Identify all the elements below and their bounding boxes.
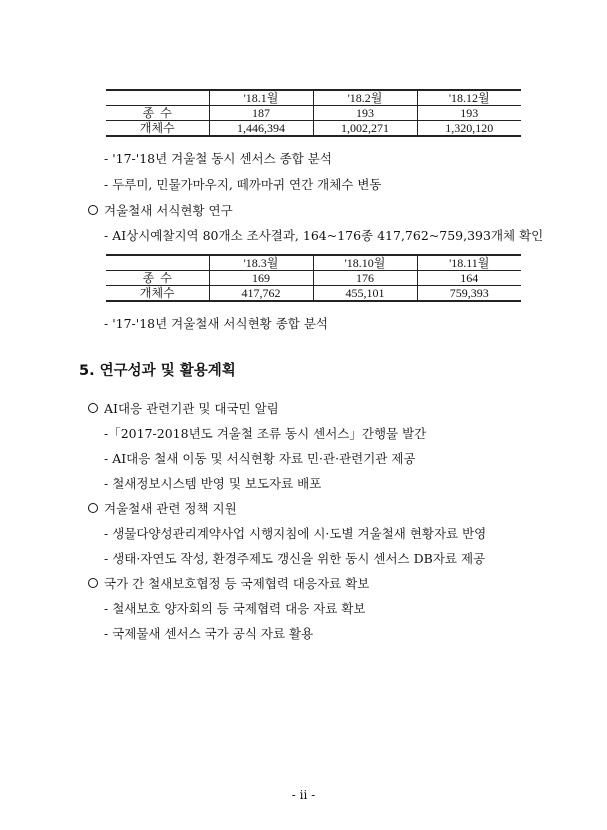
list-item xyxy=(88,501,237,517)
table-cell: 176 xyxy=(313,271,417,286)
table-header-row xyxy=(106,255,521,271)
table-cell: 193 xyxy=(417,106,521,121)
table-cell: 455,101 xyxy=(313,286,417,302)
table-cell: 1,320,120 xyxy=(417,121,521,137)
table-header-cell: '18.1월 xyxy=(209,90,313,106)
table-cell: 1,446,394 xyxy=(209,121,313,137)
circle-bullet-icon xyxy=(88,578,98,588)
table-cell xyxy=(106,255,209,271)
table-row xyxy=(106,106,521,121)
table-cell xyxy=(106,90,209,106)
table-cell: 193 xyxy=(313,106,417,121)
row-label: 개체수 xyxy=(106,286,209,302)
list-item: - '17-'18년 겨울철새 서식현황 종합 분석 xyxy=(104,316,328,331)
table-header-cell: '18.3월 xyxy=(209,255,313,271)
table-header-row xyxy=(106,90,521,106)
table-header-cell: '18.11월 xyxy=(417,255,521,271)
table-header-cell: '18.2월 xyxy=(313,90,417,106)
bullet-text: AI대응 관련기관 및 대국민 알림 xyxy=(104,401,279,416)
list-item: - 두루미, 민물가마우지, 떼까마귀 연간 개체수 변동 xyxy=(104,177,382,192)
circle-bullet-icon xyxy=(88,503,98,513)
table-cell: 759,393 xyxy=(417,286,521,302)
list-item: - 철새정보시스템 반영 및 보도자료 배포 xyxy=(104,476,322,491)
list-item: - 생물다양성관리계약사업 시행지침에 시·도별 겨울철새 현황자료 반영 xyxy=(104,526,487,541)
table-cell: 1,002,271 xyxy=(313,121,417,137)
list-item: - 철새보호 양자회의 등 국제협력 대응 자료 확보 xyxy=(104,601,366,616)
list-item xyxy=(88,401,279,417)
table-row xyxy=(106,271,521,286)
list-item: - 국제물새 센서스 국가 공식 자료 활용 xyxy=(104,626,314,641)
list-item: -「2017-2018년도 겨울철 조류 동시 센서스」간행물 발간 xyxy=(104,426,427,441)
list-item: - '17-'18년 겨울철 동시 센서스 종합 분석 xyxy=(104,151,332,166)
row-label: 종 수 xyxy=(106,106,209,121)
species-count-table-1 xyxy=(106,89,521,137)
page-number: - ii - xyxy=(291,788,316,802)
table-cell: 164 xyxy=(417,271,521,286)
circle-bullet-icon xyxy=(88,205,98,215)
row-label: 개체수 xyxy=(106,121,209,137)
table-cell: 187 xyxy=(209,106,313,121)
species-count-table-2 xyxy=(106,254,521,302)
bullet-text: 겨울철새 서식현황 연구 xyxy=(104,203,233,218)
table-cell: 169 xyxy=(209,271,313,286)
list-item: - AI상시예찰지역 80개소 조사결과, 164~176종 417,762~759,393개체 확인 xyxy=(104,228,544,243)
table-row xyxy=(106,286,521,302)
list-item xyxy=(88,203,233,219)
circle-bullet-icon xyxy=(88,403,98,413)
list-item: - AI대응 철새 이동 및 서식현황 자료 민·관·관련기관 제공 xyxy=(104,451,416,466)
table-cell: 417,762 xyxy=(209,286,313,302)
bullet-text: 겨울철새 관련 정책 지원 xyxy=(104,501,237,516)
bullet-text: 국가 간 철새보호협정 등 국제협력 대응자료 확보 xyxy=(104,576,370,591)
list-item: - 생태·자연도 작성, 환경주제도 갱신을 위한 동시 센서스 DB자료 제공 xyxy=(104,551,486,566)
list-item xyxy=(88,576,369,592)
row-label: 종 수 xyxy=(106,271,209,286)
section-heading: 5. 연구성과 및 활용계획 xyxy=(79,363,236,379)
table-header-cell: '18.12월 xyxy=(417,90,521,106)
table-row xyxy=(106,121,521,137)
table-header-cell: '18.10월 xyxy=(313,255,417,271)
